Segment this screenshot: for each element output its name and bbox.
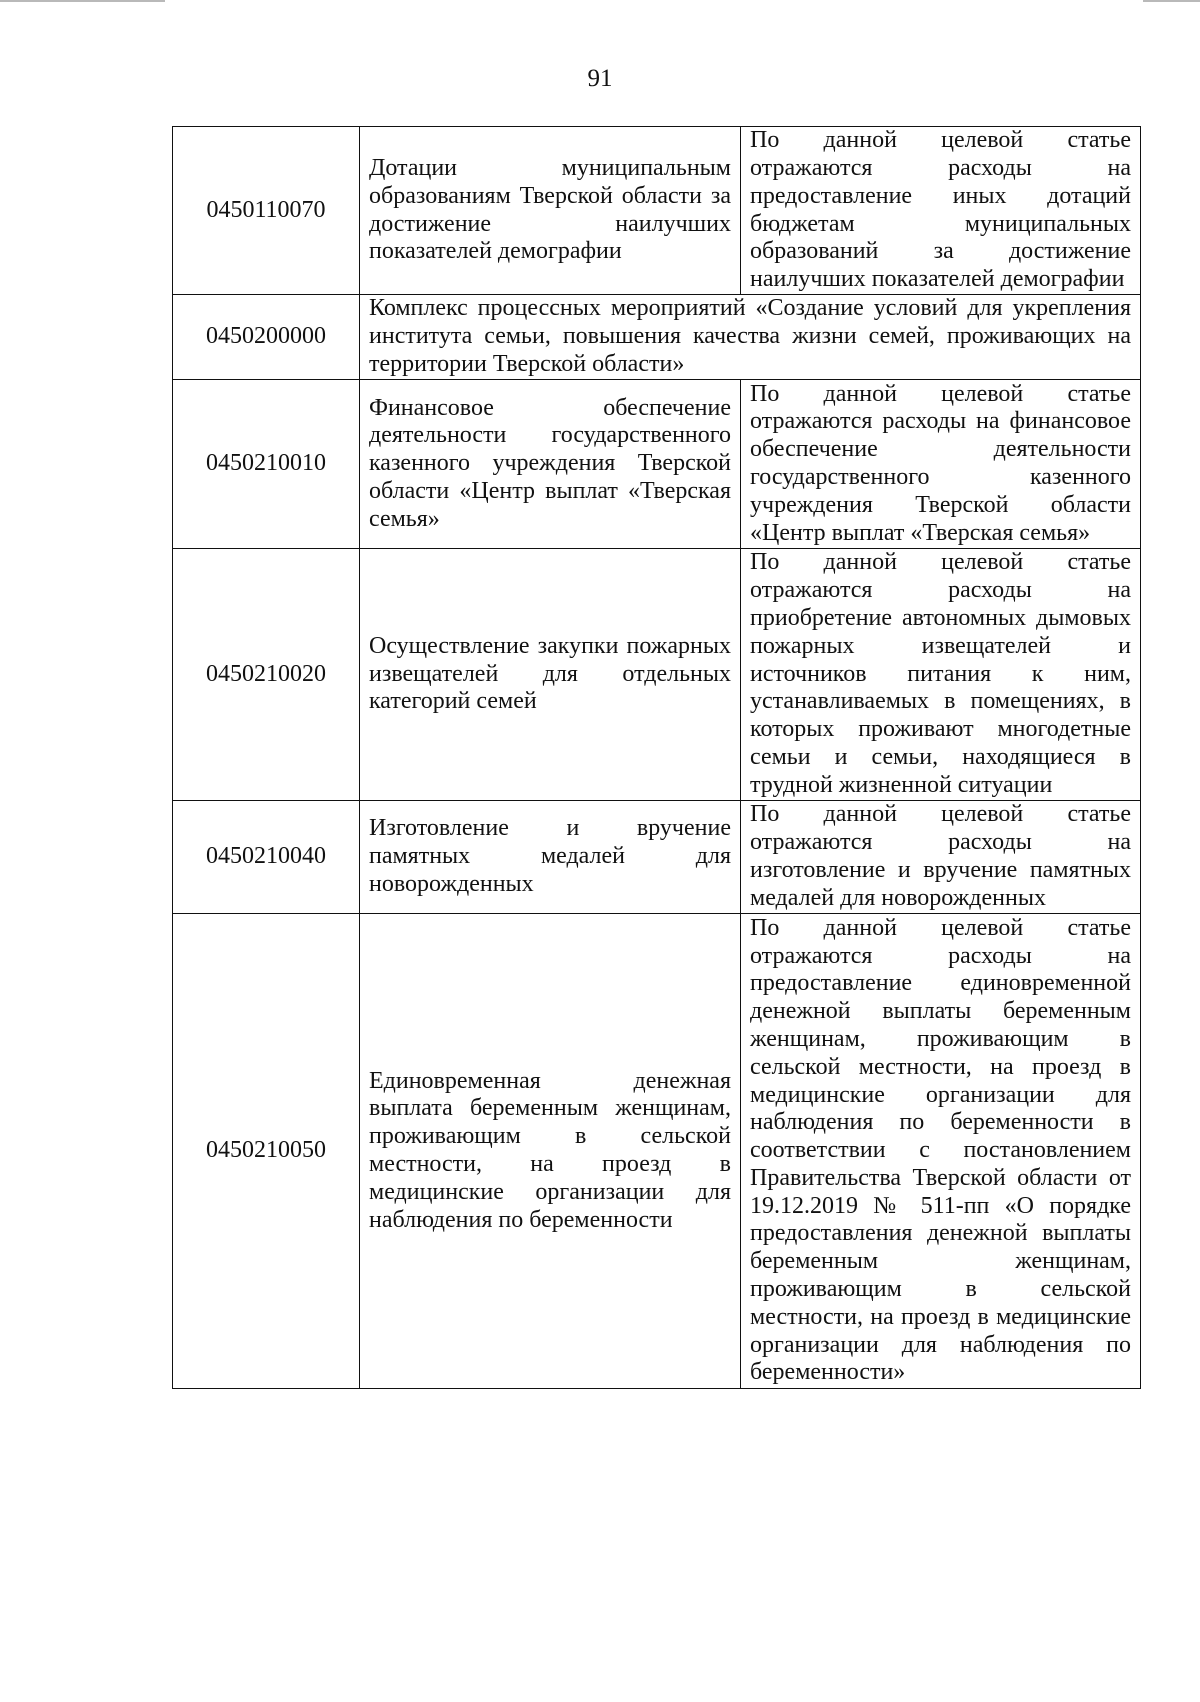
- page-number: 91: [587, 65, 613, 92]
- article-description: По данной целевой статье отражаются расходы на финансовое обеспечение деятельности государственного казенного учреждения Тверской области «Центр выплат «Тверская семья»: [741, 380, 1141, 549]
- table-row: [173, 549, 1141, 801]
- article-description: По данной целевой статье отражаются расходы на предоставление единовременной денежной выплаты беременным женщинам, проживающим в сельской местности, на проезд в медицинские организации для наблюдения по беременности в соответствии с постановлением Правительства Тверской области от 19.12.2019 № 511-пп «О порядке предоставления денежной выплаты беременным женщинам, проживающим в сельской местности, на проезд в медицинские организации для наблюдения по беременности»: [741, 914, 1141, 1389]
- article-name: Финансовое обеспечение деятельности государственного казенного учреждения Тверской области «Центр выплат «Тверская семья»: [360, 380, 741, 549]
- article-description: По данной целевой статье отражаются расходы на изготовление и вручение памятных медалей для новорожденных: [741, 801, 1141, 914]
- article-code: 0450210010: [173, 380, 360, 549]
- scan-edge-line: [1143, 0, 1200, 2]
- table-row: [173, 127, 1141, 295]
- article-name: Дотации муниципальным образованиям Тверской области за достижение наилучших показателей демографии: [360, 127, 741, 295]
- table-row: [173, 914, 1141, 1389]
- article-description: По данной целевой статье отражаются расходы на приобретение автономных дымовых пожарных извещателей и источников питания к ним, устанавливаемых в помещениях, в которых проживают многодетные семьи и семьи, находящиеся в трудной жизненной ситуации: [741, 549, 1141, 801]
- article-code: 0450210050: [173, 914, 360, 1389]
- target-articles-table: [172, 126, 1141, 1389]
- scan-edge-line: [0, 0, 165, 2]
- table-row: [173, 380, 1141, 549]
- section-code: 0450200000: [173, 295, 360, 380]
- article-code: 0450210040: [173, 801, 360, 914]
- article-description: По данной целевой статье отражаются расходы на предоставление иных дотаций бюджетам муниципальных образований за достижение наилучших показателей демографии: [741, 127, 1141, 295]
- article-code: 0450210020: [173, 549, 360, 801]
- table-row-section: [173, 295, 1141, 380]
- article-name: Осуществление закупки пожарных извещателей для отдельных категорий семей: [360, 549, 741, 801]
- table-row: [173, 801, 1141, 914]
- article-name: Единовременная денежная выплата беременным женщинам, проживающим в сельской местности, на проезд в медицинские организации для наблюдения по беременности: [360, 914, 741, 1389]
- article-code: 0450110070: [173, 127, 360, 295]
- article-name: Изготовление и вручение памятных медалей для новорожденных: [360, 801, 741, 914]
- section-title: Комплекс процессных мероприятий «Создание условий для укрепления института семьи, повышения качества жизни семей, проживающих на территории Тверской области»: [360, 295, 1141, 380]
